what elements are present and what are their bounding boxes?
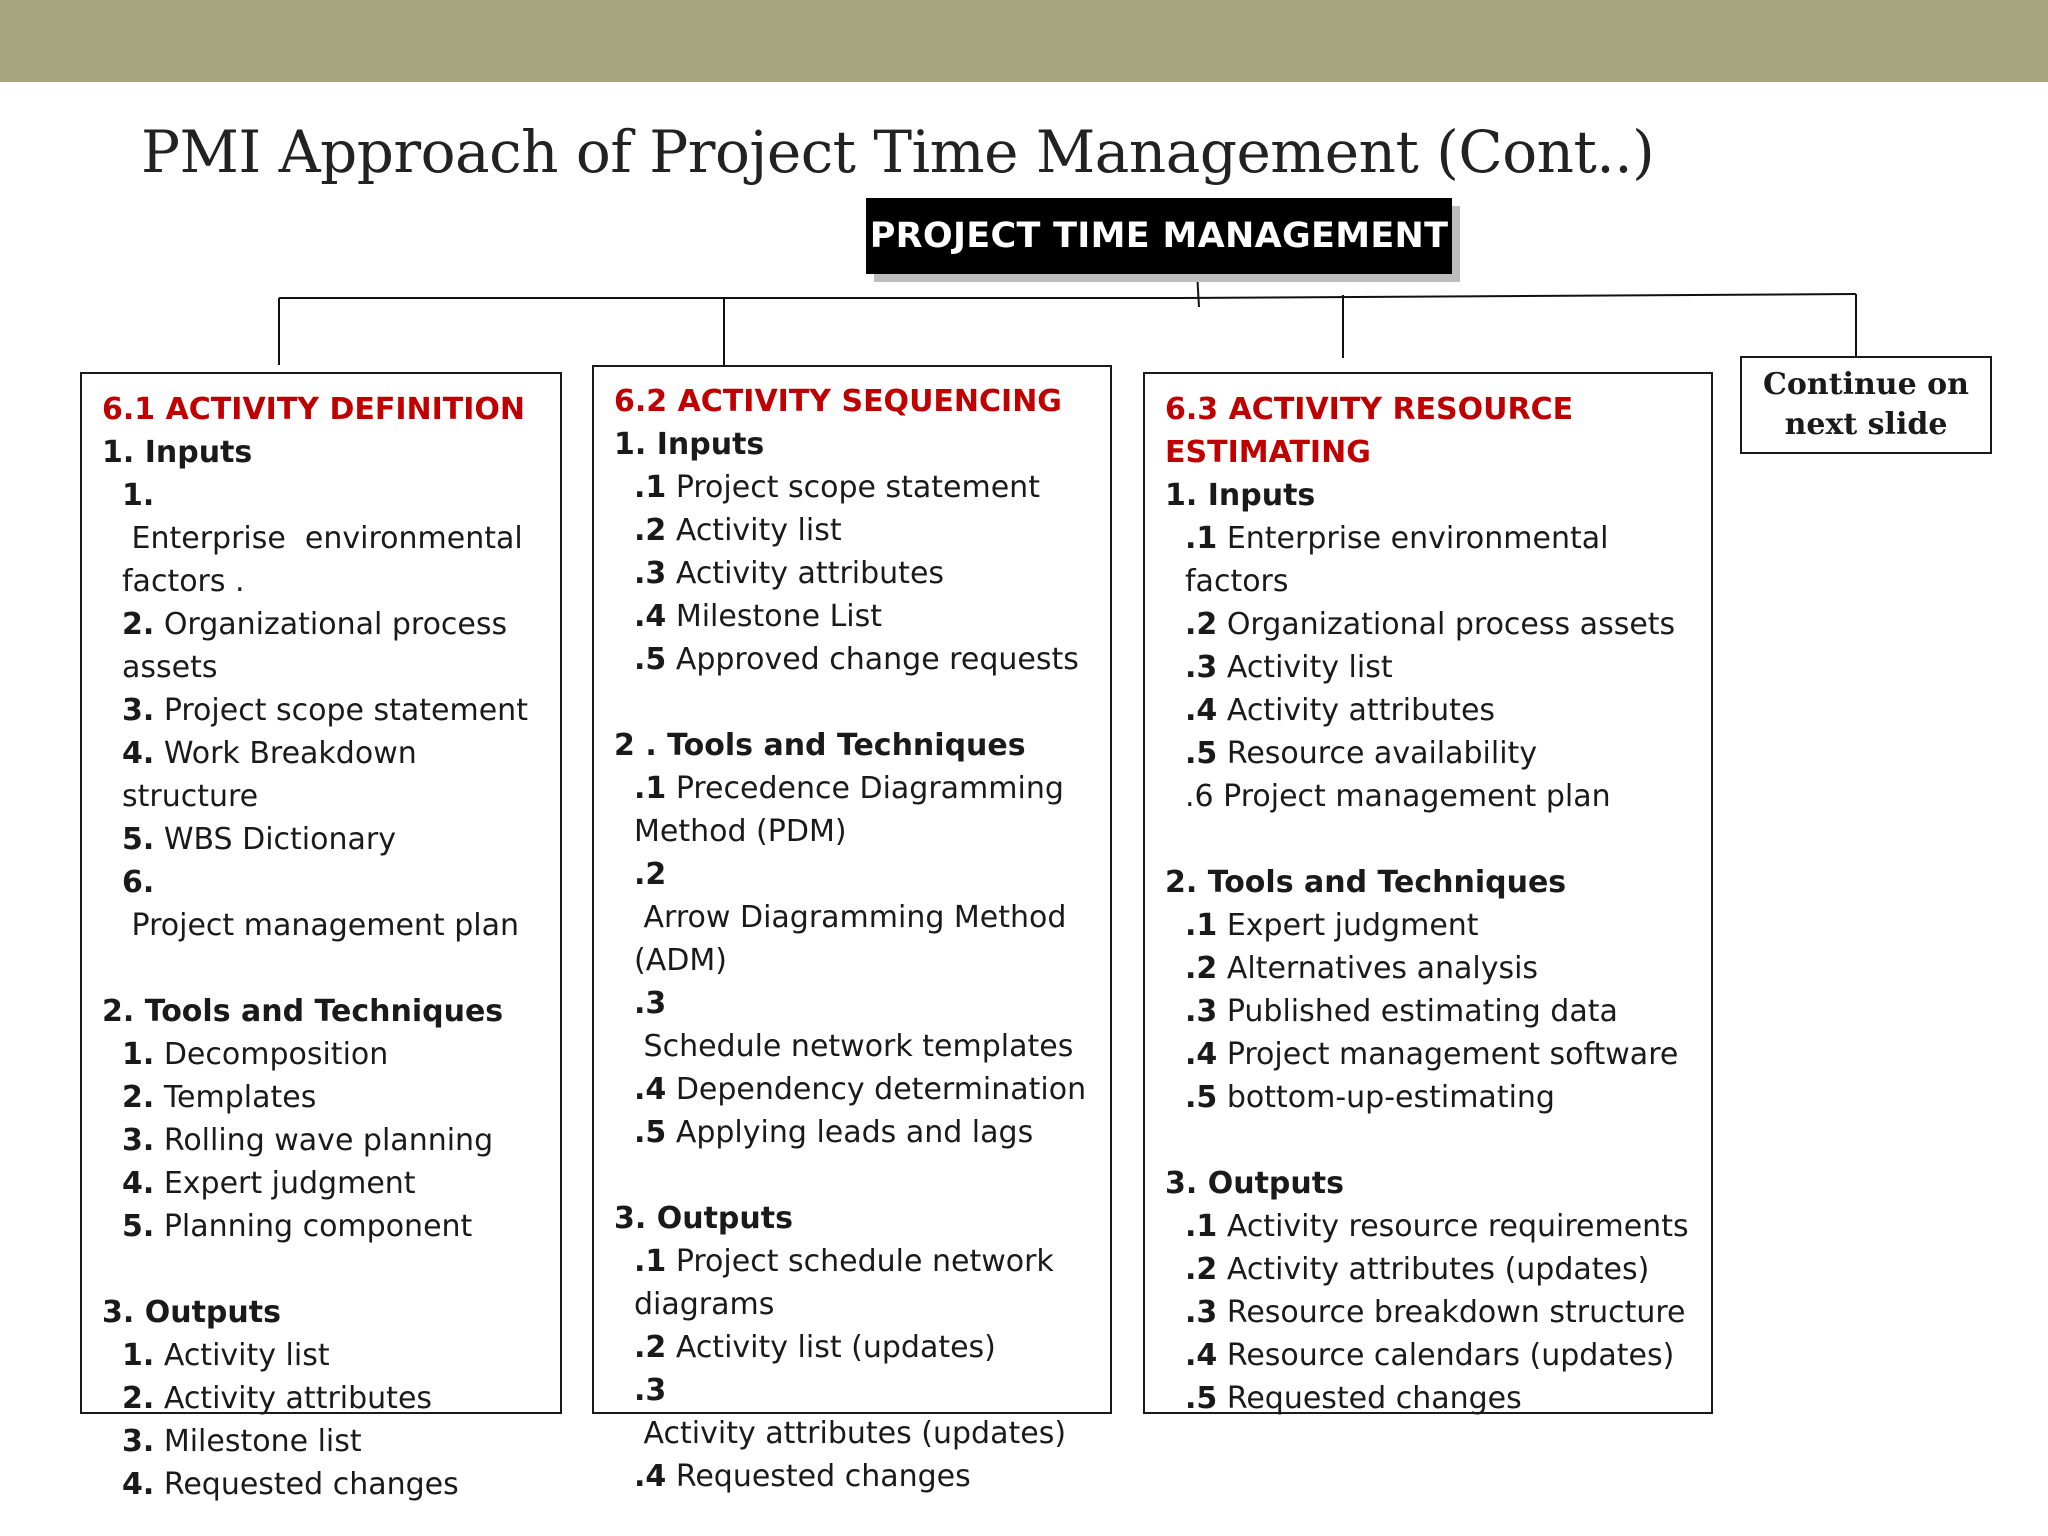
item-text: Templates (154, 1080, 317, 1115)
list-item (1165, 1377, 1693, 1420)
item-text: Applying leads and lags (666, 1115, 1034, 1150)
item-text: Enterprise environmental (1217, 521, 1609, 556)
list-item (102, 1119, 542, 1162)
item-number: 4. (122, 1166, 155, 1201)
item-number: .1 (1185, 521, 1218, 556)
item-text: Organizational process (154, 607, 508, 642)
item-text: Expert judgment (1217, 908, 1479, 943)
item-text: Enterprise environmental (122, 521, 523, 556)
item-text: Expert judgment (154, 1166, 416, 1201)
item-number: .4 (1185, 1338, 1218, 1373)
item-text: Milestone List (666, 599, 883, 634)
section-heading: 2 . Tools and Techniques (614, 728, 1026, 763)
item-number: .5 (634, 1115, 667, 1150)
list-item (1165, 904, 1693, 947)
list-item (614, 810, 1092, 853)
list-item (102, 1205, 542, 1248)
list-item (1165, 947, 1693, 990)
column-title: 6.2 ACTIVITY SEQUENCING (614, 384, 1062, 419)
item-number: 3. (122, 1424, 155, 1459)
item-number: .2 (1185, 1252, 1218, 1287)
item-text: bottom-up-estimating (1217, 1080, 1555, 1115)
list-item (614, 1326, 1092, 1369)
root-label: PROJECT TIME MANAGEMENT (869, 216, 1449, 256)
list-item (614, 1283, 1092, 1326)
item-text: Organizational process assets (1217, 607, 1676, 642)
list-item (1165, 1205, 1693, 1248)
item-number: 6. (122, 865, 155, 900)
activity-definition-box (80, 372, 562, 1502)
item-text: Approved change requests (666, 642, 1079, 677)
item-text: Resource availability (1217, 736, 1538, 771)
list-item (102, 861, 542, 947)
item-text: Project management plan (122, 908, 519, 943)
item-number: .1 (634, 1244, 667, 1279)
section-heading: 3. Outputs (102, 1295, 281, 1330)
list-item (102, 1334, 542, 1377)
item-number: .4 (1185, 693, 1218, 728)
item-number: 4. (122, 1467, 155, 1502)
item-text: assets (122, 650, 218, 685)
item-text: Arrow Diagramming Method (634, 900, 1067, 935)
list-item (1165, 1076, 1693, 1119)
list-item (614, 982, 1092, 1068)
list-item (1165, 517, 1693, 560)
item-text: Project management software (1217, 1037, 1679, 1072)
item-number: .5 (1185, 1080, 1218, 1115)
section-gap (614, 681, 1092, 724)
item-text: Project scope statement (666, 470, 1040, 505)
item-number: .1 (634, 771, 667, 806)
section-gap (1165, 1119, 1693, 1162)
section-heading: 3. Outputs (614, 1201, 793, 1236)
connector-horizontal-right (1180, 294, 1856, 298)
item-number: .4 (634, 1072, 667, 1107)
column-title: ESTIMATING (1165, 435, 1371, 470)
list-item (1165, 1334, 1693, 1377)
item-text: Work Breakdown (154, 736, 417, 771)
item-text: Alternatives analysis (1217, 951, 1539, 986)
list-item (1165, 560, 1693, 603)
item-number: 5. (122, 822, 155, 857)
item-text: Resource breakdown structure (1217, 1295, 1686, 1330)
list-item (102, 603, 542, 646)
item-text: Method (PDM) (634, 814, 847, 849)
list-item (614, 1369, 1092, 1455)
item-number: .4 (634, 1459, 667, 1494)
item-number: 1. (122, 1037, 155, 1072)
section-gap (102, 1248, 542, 1291)
root-node (866, 198, 1452, 274)
item-text: (ADM) (634, 943, 727, 978)
item-text: Activity list (1217, 650, 1393, 685)
list-item (614, 638, 1092, 681)
item-text: diagrams (634, 1287, 775, 1322)
item-number: .5 (1185, 736, 1218, 771)
item-number: .4 (1185, 1037, 1218, 1072)
item-text: Dependency determination (666, 1072, 1087, 1107)
list-item (614, 466, 1092, 509)
slide-title: PMI Approach of Project Time Management (Cont..) (141, 118, 1655, 186)
list-item (614, 853, 1092, 939)
list-item (102, 1377, 542, 1420)
list-item (614, 1111, 1092, 1154)
item-number: 1. (122, 478, 155, 513)
item-text: structure (122, 779, 259, 814)
list-item (102, 732, 542, 775)
item-text: Published estimating data (1217, 994, 1618, 1029)
section-heading: 1. Inputs (1165, 478, 1316, 513)
list-item (102, 474, 542, 560)
list-item (614, 509, 1092, 552)
item-number: .2 (1185, 951, 1218, 986)
item-number: 2. (122, 607, 155, 642)
item-text: WBS Dictionary (154, 822, 396, 857)
item-text: Decomposition (154, 1037, 389, 1072)
item-number: .3 (1185, 994, 1218, 1029)
item-number: .1 (1185, 908, 1218, 943)
list-item (102, 775, 542, 818)
item-number: 2. (122, 1080, 155, 1115)
activity-resource-estimating-box (1143, 372, 1713, 1414)
item-text: Activity list (updates) (666, 1330, 996, 1365)
list-item (1165, 990, 1693, 1033)
column-title: 6.1 ACTIVITY DEFINITION (102, 392, 526, 427)
item-text: Activity attributes (666, 556, 945, 591)
item-number: .4 (634, 599, 667, 634)
item-text: Precedence Diagramming (666, 771, 1064, 806)
section-heading: 1. Inputs (614, 427, 765, 462)
item-text: Planning component (154, 1209, 473, 1244)
section-heading: 1. Inputs (102, 435, 253, 470)
item-number: .2 (634, 1330, 667, 1365)
list-item (614, 1068, 1092, 1111)
section-heading: 2. Tools and Techniques (1165, 865, 1567, 900)
item-text: Activity attributes (updates) (634, 1416, 1067, 1451)
item-number: .2 (634, 857, 667, 892)
connector-root-stem (1197, 272, 1199, 307)
item-number: .3 (634, 986, 667, 1021)
item-text: Requested changes (666, 1459, 971, 1494)
list-item (102, 1076, 542, 1119)
continue-next-slide-box (1740, 356, 1992, 454)
item-text: Resource calendars (updates) (1217, 1338, 1675, 1373)
section-gap (102, 947, 542, 990)
list-item (102, 1420, 542, 1463)
item-number: .3 (1185, 1295, 1218, 1330)
section-gap (1165, 818, 1693, 861)
item-text: Activity attributes (1217, 693, 1496, 728)
item-number: .1 (634, 470, 667, 505)
item-number: .5 (1185, 1381, 1218, 1416)
item-number: .5 (634, 642, 667, 677)
list-item (102, 1033, 542, 1076)
item-number: 1. (122, 1338, 155, 1373)
list-item (614, 552, 1092, 595)
list-item (1165, 1033, 1693, 1076)
item-number: 4. (122, 736, 155, 771)
item-text: Requested changes (1217, 1381, 1522, 1416)
item-number: 3. (122, 693, 155, 728)
list-item (102, 818, 542, 861)
list-item (614, 595, 1092, 638)
item-text: .6 Project management plan (1185, 779, 1611, 814)
item-number: .3 (634, 556, 667, 591)
continue-line-1: Continue on (1763, 367, 1969, 402)
list-item (614, 1455, 1092, 1498)
item-text: Project scope statement (154, 693, 528, 728)
list-item (1165, 732, 1693, 775)
list-item (1165, 603, 1693, 646)
item-number: .3 (634, 1373, 667, 1408)
section-heading: 3. Outputs (1165, 1166, 1344, 1201)
item-text: Milestone list (154, 1424, 362, 1459)
item-text: Requested changes (154, 1467, 459, 1502)
list-item (614, 939, 1092, 982)
section-heading: 2. Tools and Techniques (102, 994, 504, 1029)
list-item (614, 1240, 1092, 1283)
item-number: .3 (1185, 650, 1218, 685)
item-text: factors (1185, 564, 1289, 599)
list-item (1165, 1291, 1693, 1334)
section-gap (614, 1154, 1092, 1197)
item-text: Schedule network templates (634, 1029, 1074, 1064)
list-item (614, 767, 1092, 810)
item-number: 3. (122, 1123, 155, 1158)
item-text: Activity list (154, 1338, 330, 1373)
list-item (102, 1463, 542, 1506)
item-text: Activity attributes (154, 1381, 433, 1416)
list-item (102, 646, 542, 689)
item-number: .1 (1185, 1209, 1218, 1244)
list-item (1165, 646, 1693, 689)
item-text: Project schedule network (666, 1244, 1054, 1279)
item-text: Activity list (666, 513, 842, 548)
item-number: 2. (122, 1381, 155, 1416)
list-item (1165, 775, 1693, 818)
list-item (102, 560, 542, 603)
item-number: 5. (122, 1209, 155, 1244)
list-item (102, 689, 542, 732)
item-text: factors . (122, 564, 245, 599)
item-text: Rolling wave planning (154, 1123, 494, 1158)
column-title: 6.3 ACTIVITY RESOURCE (1165, 392, 1574, 427)
item-text: Activity attributes (updates) (1217, 1252, 1650, 1287)
list-item (1165, 689, 1693, 732)
continue-line-2: next slide (1784, 407, 1948, 442)
list-item (1165, 1248, 1693, 1291)
item-number: .2 (634, 513, 667, 548)
list-item (102, 1162, 542, 1205)
item-text: Activity resource requirements (1217, 1209, 1689, 1244)
activity-sequencing-box (592, 365, 1112, 1494)
item-number: .2 (1185, 607, 1218, 642)
